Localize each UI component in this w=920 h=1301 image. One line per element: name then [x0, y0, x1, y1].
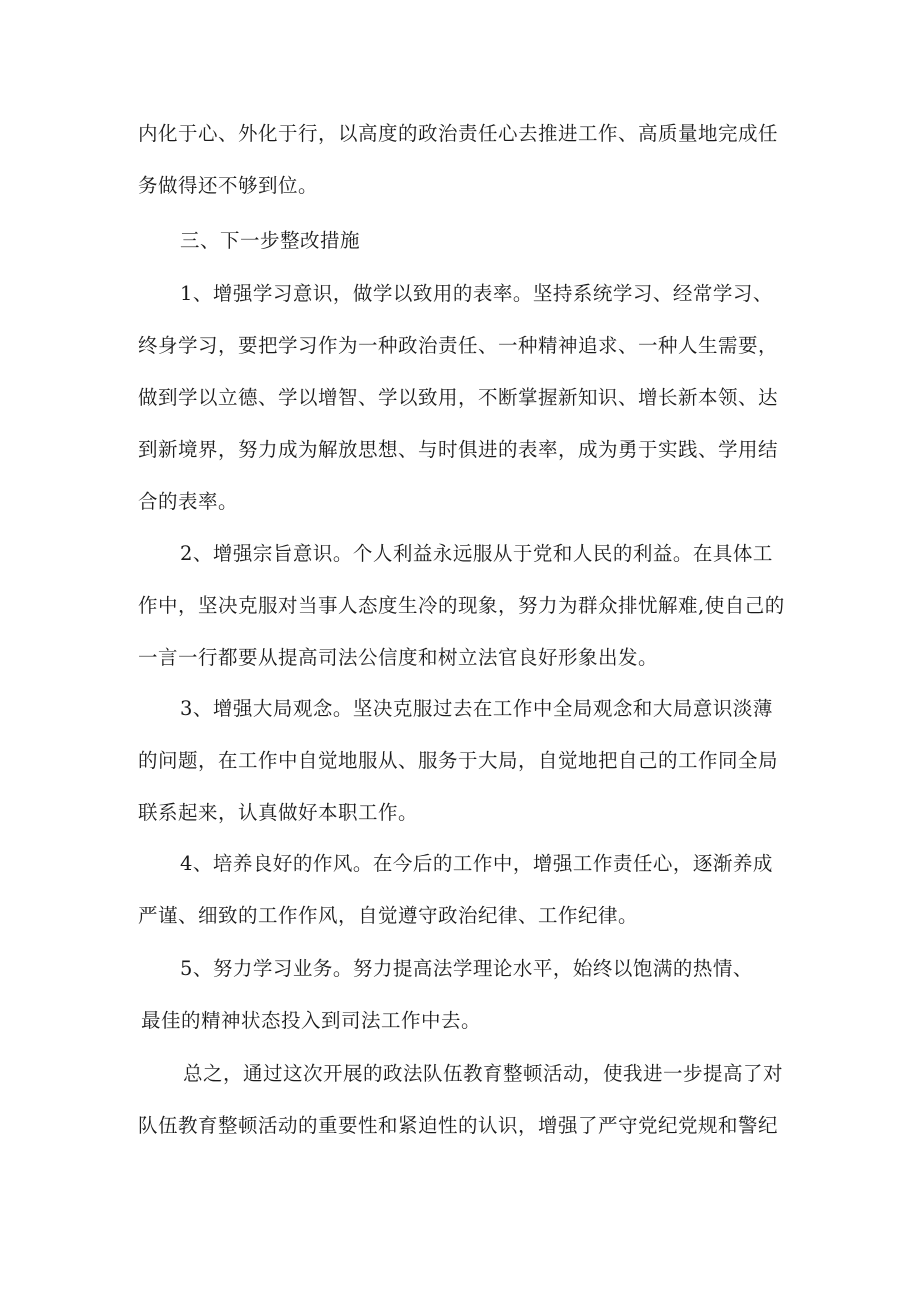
text-line: 联系起来，认真做好本职工作。 — [138, 801, 419, 824]
paragraph-item-3 — [138, 683, 788, 839]
text-line: 内化于心、外化于行，以高度的政治责任心去推进工作、高质量地完成任 — [138, 122, 779, 145]
text-line: 作中，坚决克服对当事人态度生冷的现象，努力为群众排忧解难,使自己的 — [138, 594, 785, 617]
section-heading — [138, 215, 788, 267]
text-line: 最佳的精神状态投入到司法工作中去。 — [141, 1009, 482, 1032]
text-line: 3、增强大局观念。坚决克服过去在工作中全局观念和大局意识淡薄 — [180, 697, 773, 720]
text-line: 合的表率。 — [138, 490, 239, 513]
text-line: 终身学习，要把学习作为一种政治责任、一种精神追求、一种人生需要， — [138, 334, 779, 357]
paragraph-item-4 — [138, 838, 788, 942]
text-line: 务做得还不够到位。 — [138, 174, 319, 197]
text-line: 2、增强宗旨意识。个人利益永远服从于党和人民的利益。在具体工 — [180, 542, 773, 565]
text-line: 的问题，在工作中自觉地服从、服务于大局，自觉地把自己的工作同全局 — [138, 749, 779, 772]
text-line: 总之，通过这次开展的政法队伍教育整顿活动，使我进一步提高了对 — [183, 1062, 784, 1085]
text-line: 严谨、细致的工作作风，自觉遵守政治纪律、工作纪律。 — [138, 904, 639, 927]
paragraph-item-5 — [138, 943, 788, 1047]
heading-text: 三、下一步整改措施 — [180, 229, 361, 252]
text-line: 一言一行都要从提高司法公信度和树立法官良好形象出发。 — [138, 646, 659, 669]
text-line: 做到学以立德、学以增智、学以致用，不断掌握新知识、增长新本领、达 — [138, 386, 779, 409]
paragraph-item-2 — [138, 528, 788, 684]
text-line: 到新境界，努力成为解放思想、与时俱进的表率，成为勇于实践、学用结 — [138, 438, 779, 461]
text-line: 1、增强学习意识，做学以致用的表率。坚持系统学习、经常学习、 — [180, 282, 773, 305]
text-line: 4、培养良好的作风。在今后的工作中，增强工作责任心，逐渐养成 — [180, 852, 773, 875]
text-line: 5、努力学习业务。努力提高法学理论水平，始终以饱满的热情、 — [180, 957, 753, 980]
text-line: 队伍教育整顿活动的重要性和紧迫性的认识，增强了严守党纪党规和警纪 — [138, 1114, 779, 1137]
paragraph-summary — [138, 1048, 788, 1152]
paragraph-item-1 — [138, 268, 788, 528]
paragraph-continuation — [138, 108, 788, 212]
